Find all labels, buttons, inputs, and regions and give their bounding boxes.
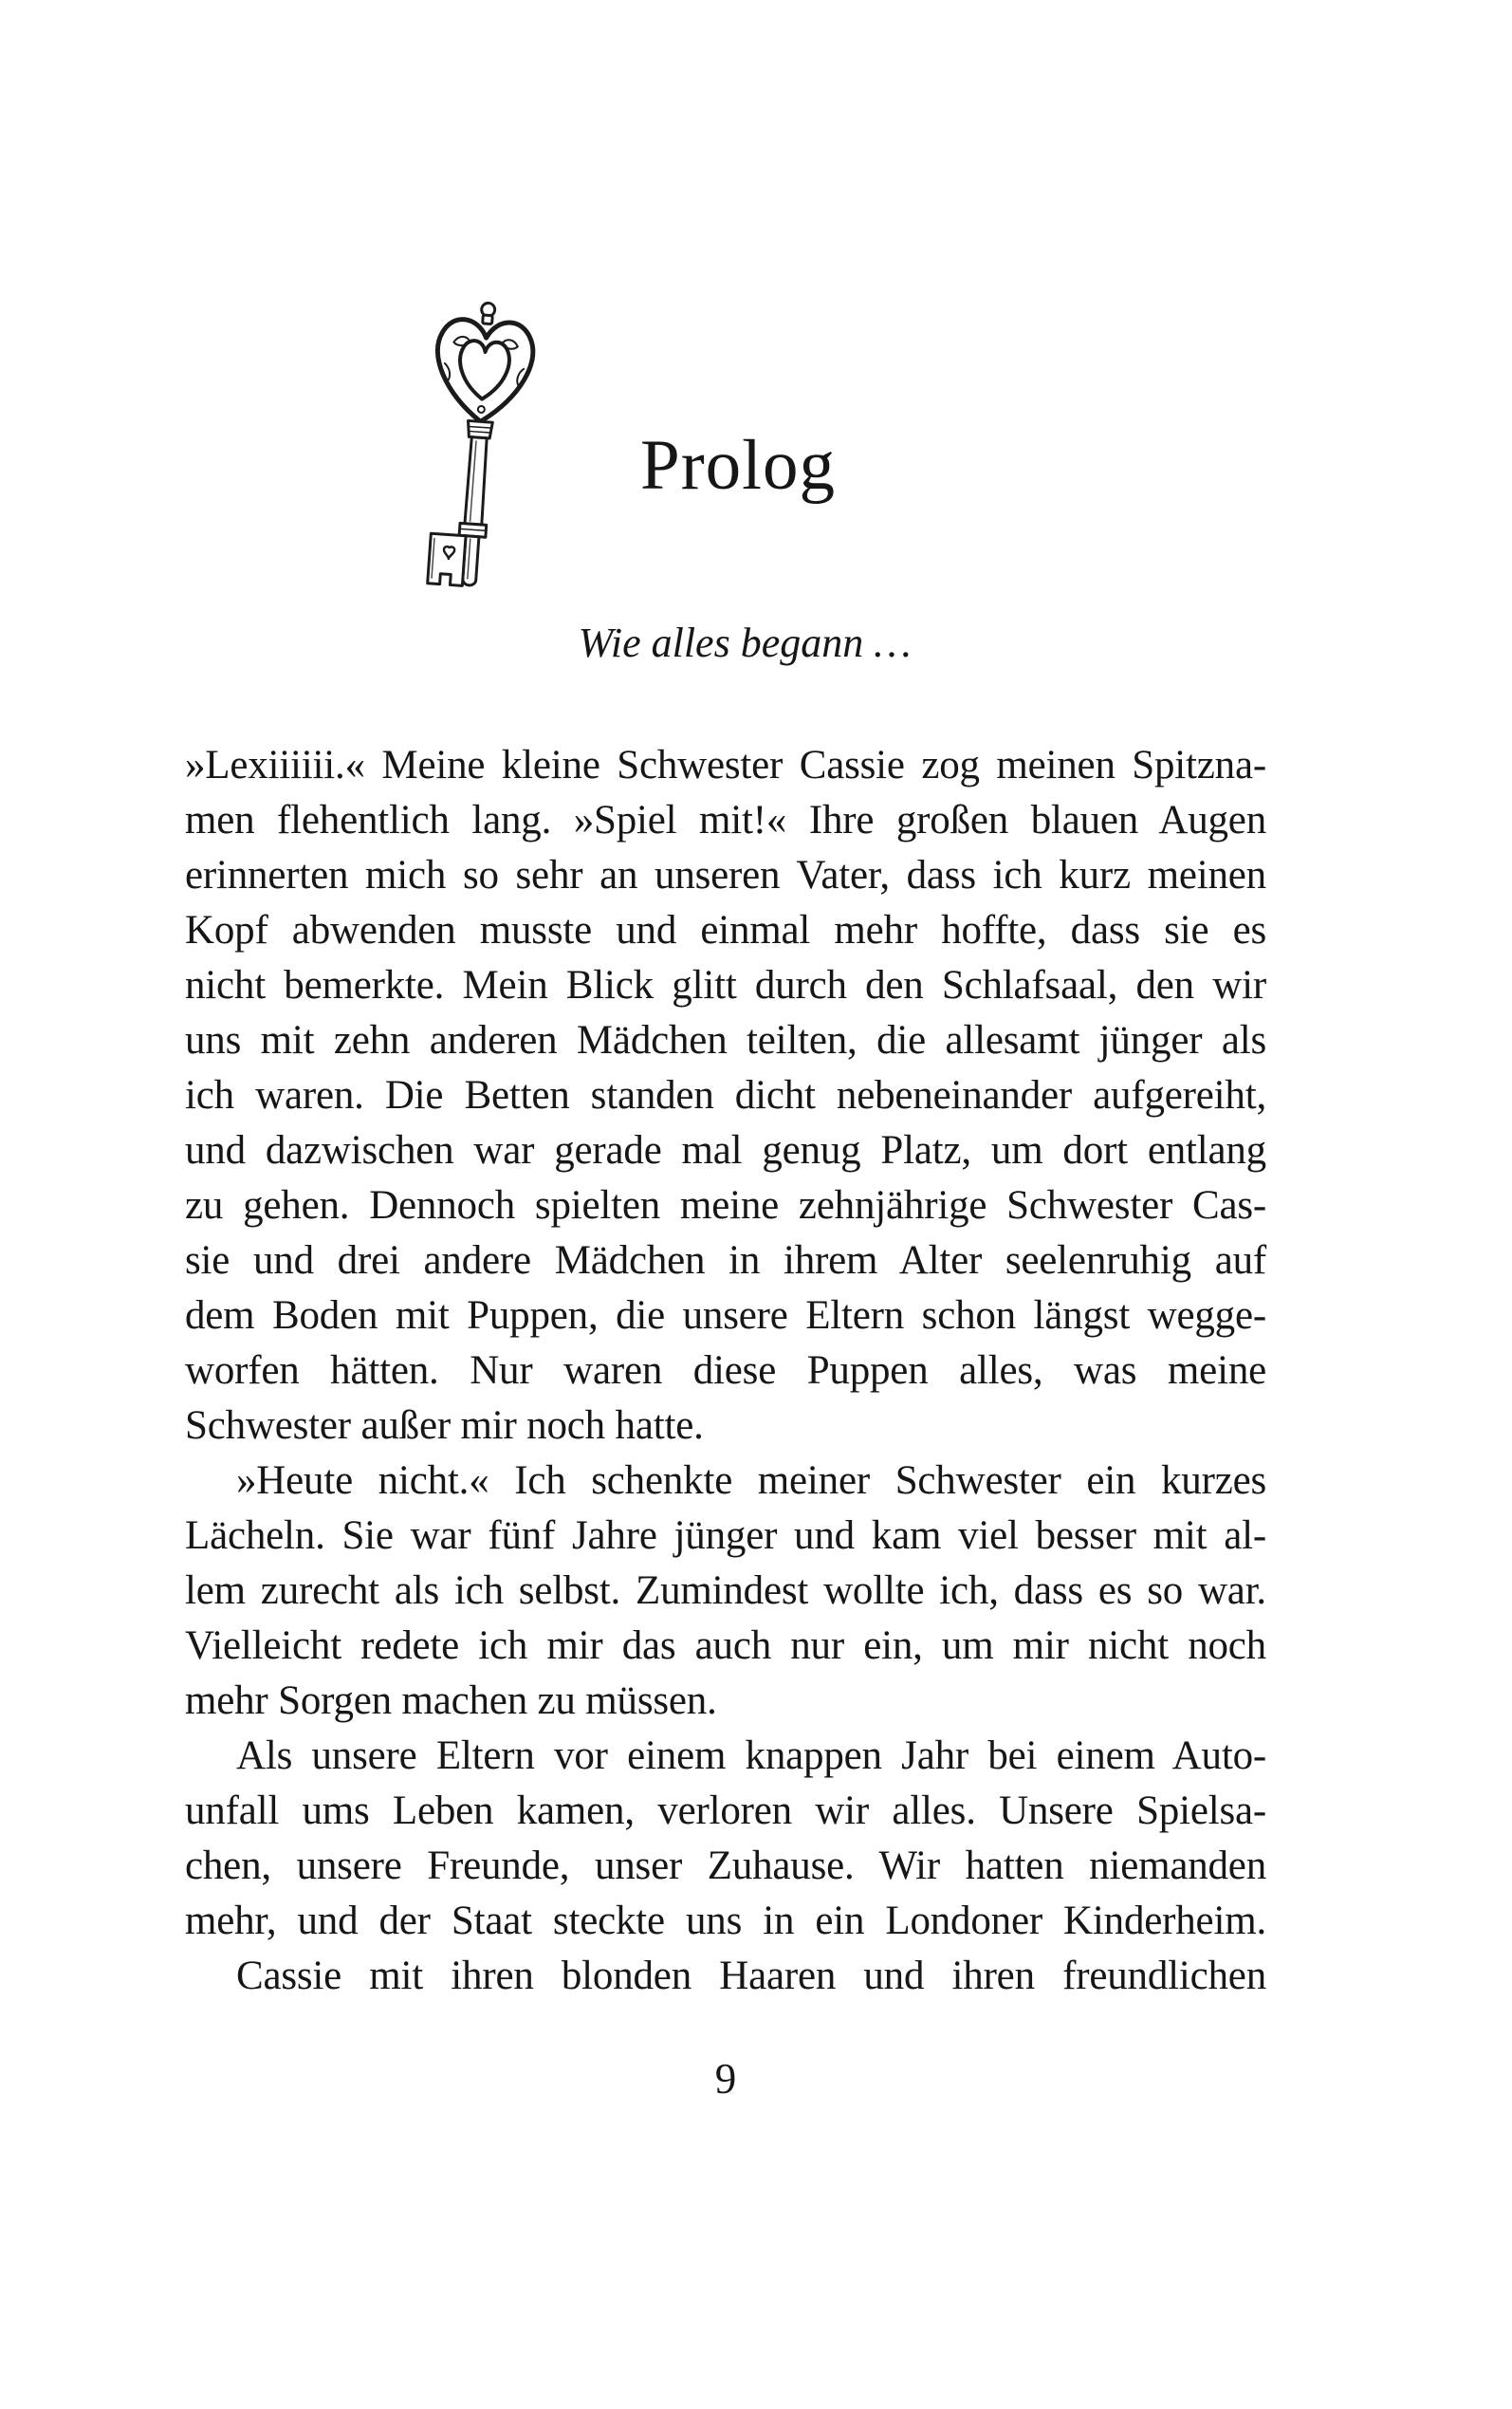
- text-line: uns mit zehn anderen Mädchen teilten, die allesamt jünger als: [185, 1018, 1266, 1063]
- text-line: mehr, und der Staat steckte uns in ein Londoner Kinderheim.: [185, 1899, 1266, 1943]
- chapter-title: Prolog: [639, 426, 837, 505]
- text-line: ich waren. Die Betten standen dicht nebeneinander aufgereiht,: [185, 1073, 1266, 1118]
- text-line: Vielleicht redete ich mir das auch nur ein, um mir nicht noch: [185, 1623, 1266, 1668]
- text-line: men flehentlich lang. »Spiel mit!« Ihre großen blauen Augen: [185, 798, 1266, 843]
- text-line: Kopf abwenden musste und einmal mehr hoffte, dass sie es: [185, 908, 1266, 953]
- text-line: lem zurecht als ich selbst. Zumindest wollte ich, dass es so war.: [185, 1568, 1266, 1613]
- text-line: nicht bemerkte. Mein Blick glitt durch den Schlafsaal, den wir: [185, 963, 1266, 1008]
- page-number: 9: [714, 2055, 737, 2103]
- text-line: zu gehen. Dennoch spielten meine zehnjährige Schwester Cas-: [185, 1183, 1266, 1228]
- text-line: sie und drei andere Mädchen in ihrem Alter seelenruhig auf: [185, 1238, 1266, 1283]
- text-line: »Heute nicht.« Ich schenkte meiner Schwester ein kurzes: [236, 1458, 1266, 1503]
- text-line: »Lexiiiiii.« Meine kleine Schwester Cassie zog meinen Spitzna-: [185, 743, 1266, 788]
- text-line: Als unsere Eltern vor einem knappen Jahr bei einem Auto-: [236, 1733, 1266, 1778]
- text-line: worfen hätten. Nur waren diese Puppen alles, was meine: [185, 1348, 1266, 1393]
- text-line: unfall ums Leben kamen, verloren wir alles. Unsere Spielsa-: [185, 1788, 1266, 1833]
- text-line: erinnerten mich so sehr an unseren Vater, dass ich kurz meinen: [185, 853, 1266, 898]
- text-line: Lächeln. Sie war fünf Jahre jünger und kam viel besser mit al-: [185, 1513, 1266, 1558]
- text-line: Cassie mit ihren blonden Haaren und ihren freundlichen: [236, 1954, 1266, 1998]
- body-text: [185, 738, 1266, 2004]
- text-line: und dazwischen war gerade mal genug Platz, um dort entlang: [185, 1128, 1266, 1173]
- text-line: Schwester außer mir noch hatte.: [185, 1403, 704, 1448]
- text-line: mehr Sorgen machen zu müssen.: [185, 1678, 717, 1723]
- text-line: chen, unsere Freunde, unser Zuhause. Wir hatten niemanden: [185, 1844, 1266, 1888]
- chapter-subtitle: Wie alles begann …: [578, 620, 912, 666]
- text-line: dem Boden mit Puppen, die unsere Eltern schon längst wegge-: [185, 1293, 1266, 1338]
